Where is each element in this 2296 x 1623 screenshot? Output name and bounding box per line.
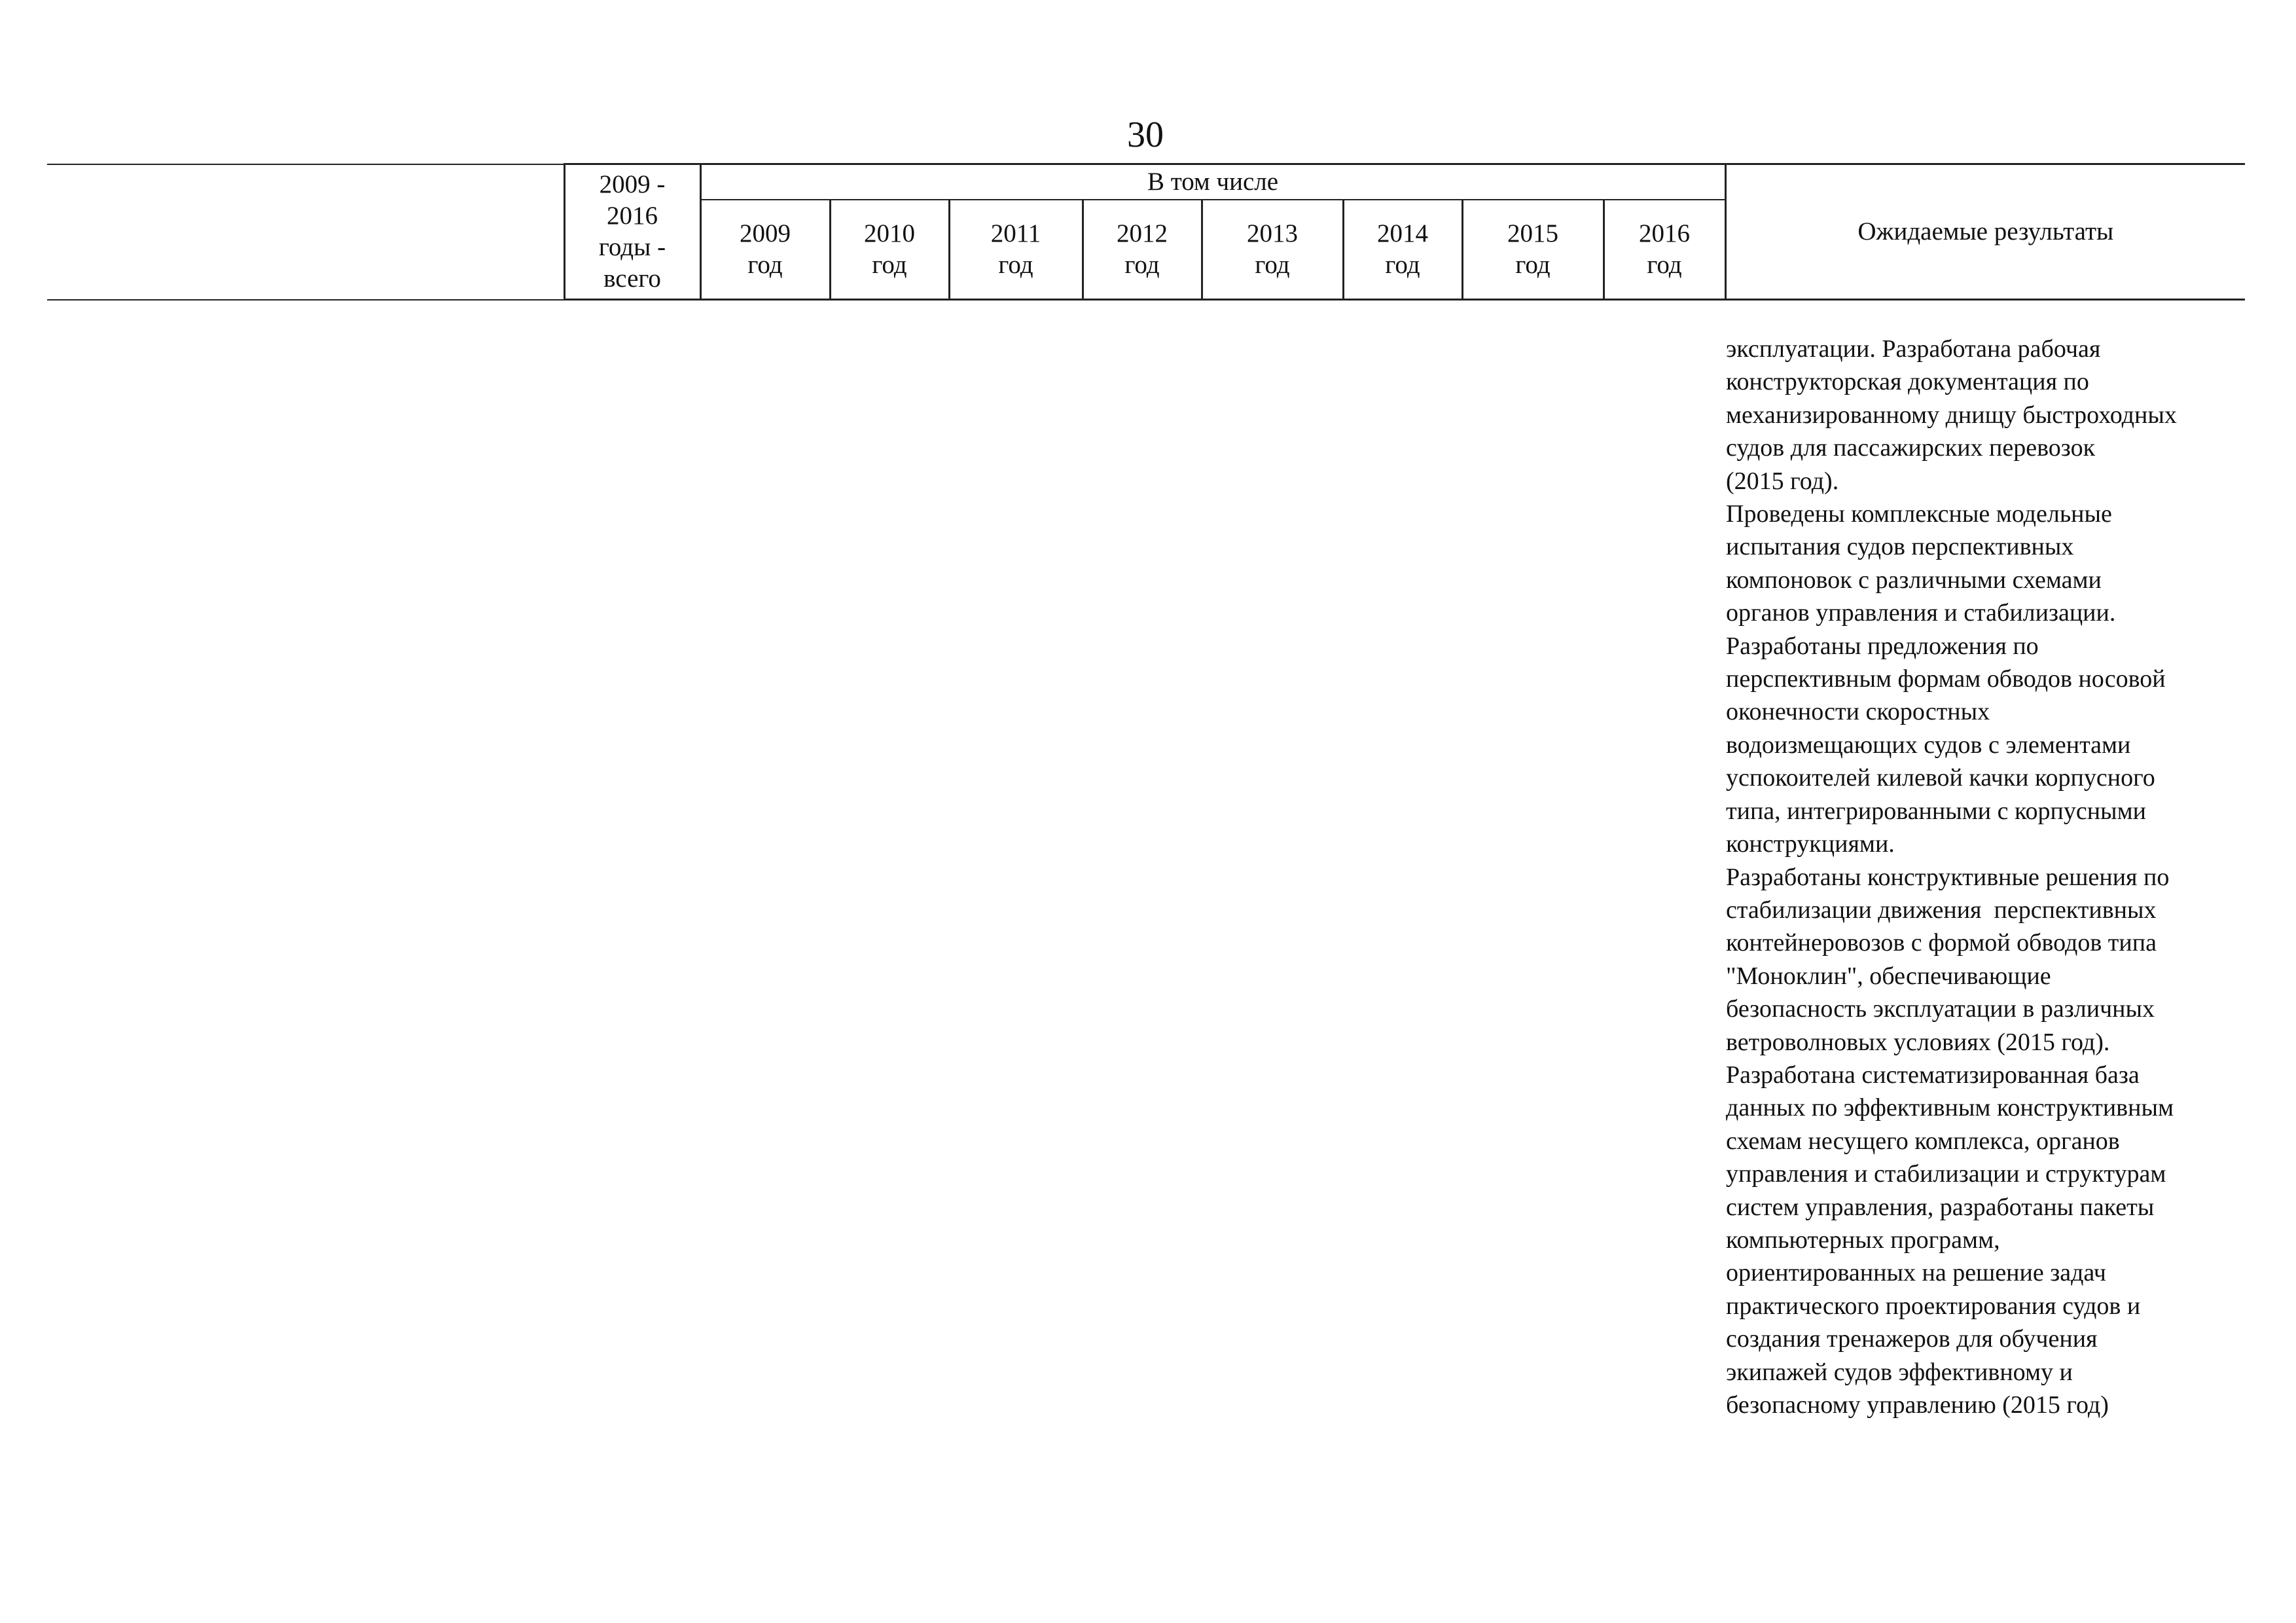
results-line: безопасному управлению (2015 год) xyxy=(1726,1391,2109,1419)
results-line: безопасность эксплуатации в различных xyxy=(1726,995,2155,1023)
total-line: всего xyxy=(603,264,661,293)
expected-results-header: Ожидаемые результаты xyxy=(1725,164,2245,300)
results-line: перспективным формам обводов носовой xyxy=(1726,665,2166,693)
year-header-cell xyxy=(1343,200,1462,300)
results-line: практического проектирования судов и xyxy=(1726,1292,2141,1320)
including-header: В том числе xyxy=(700,164,1725,200)
year-header-cell xyxy=(830,200,949,300)
total-line: 2016 xyxy=(607,202,658,230)
results-line: данных по эффективным конструктивным xyxy=(1726,1094,2174,1122)
results-line: Разработаны предложения по xyxy=(1726,632,2039,660)
results-line: испытания судов перспективных xyxy=(1726,533,2074,561)
year-unit: год xyxy=(872,251,907,279)
results-line: "Моноклин", обеспечивающие xyxy=(1726,962,2051,990)
year-label: 2014 xyxy=(1377,219,1428,247)
year-unit: год xyxy=(998,251,1033,279)
results-line: ориентированных на решение задач xyxy=(1726,1259,2106,1287)
year-label: 2015 xyxy=(1507,219,1558,247)
results-line: конструкторская документация по xyxy=(1726,368,2089,396)
results-line: конструкциями. xyxy=(1726,830,1895,858)
results-line: ветроволновых условиях (2015 год). xyxy=(1726,1028,2110,1056)
year-unit: год xyxy=(1647,251,1682,279)
year-label: 2011 xyxy=(990,219,1041,247)
total-line: годы - xyxy=(598,233,666,261)
year-unit: год xyxy=(1124,251,1160,279)
results-line: успокоителей килевой качки корпусного xyxy=(1726,764,2155,792)
year-header-cell xyxy=(1462,200,1604,300)
year-label: 2010 xyxy=(864,219,915,247)
results-line: экипажей судов эффективному и xyxy=(1726,1358,2073,1386)
results-line: (2015 год). xyxy=(1726,467,1839,495)
year-unit: год xyxy=(1515,251,1551,279)
year-header-cell xyxy=(1202,200,1343,300)
header-table xyxy=(47,163,2245,301)
expected-results-text xyxy=(1726,333,2250,1421)
results-line: управления и стабилизации и структурам xyxy=(1726,1160,2166,1188)
year-header-cell xyxy=(1083,200,1202,300)
results-line: контейнеровозов с формой обводов типа xyxy=(1726,929,2157,957)
results-line: стабилизации движения перспективных xyxy=(1726,896,2157,924)
results-line: судов для пассажирских перевозок xyxy=(1726,434,2096,462)
results-line: компьютерных программ, xyxy=(1726,1226,2000,1254)
results-line: эксплуатации. Разработана рабочая xyxy=(1726,335,2101,363)
results-line: типа, интегрированными с корпусными xyxy=(1726,797,2146,825)
results-line: органов управления и стабилизации. xyxy=(1726,599,2116,627)
year-label: 2012 xyxy=(1117,219,1168,247)
results-line: схемам несущего комплекса, органов xyxy=(1726,1127,2120,1155)
empty-header-cell xyxy=(47,164,564,300)
results-line: водоизмещающих судов с элементами xyxy=(1726,731,2131,759)
page-number: 30 xyxy=(1127,115,1164,155)
results-line: механизированному днищу быстроходных xyxy=(1726,401,2177,429)
results-line: компоновок с различными схемами xyxy=(1726,566,2102,594)
year-unit: год xyxy=(1385,251,1420,279)
results-line: Разработаны конструктивные решения по xyxy=(1726,863,2170,891)
results-line: оконечности скоростных xyxy=(1726,698,1990,726)
year-header-cell xyxy=(949,200,1083,300)
year-unit: год xyxy=(747,251,783,279)
results-line: создания тренажеров для обучения xyxy=(1726,1325,2098,1353)
total-header-cell xyxy=(564,164,700,300)
year-header-cell xyxy=(1604,200,1725,300)
results-line: Проведены комплексные модельные xyxy=(1726,500,2112,528)
year-label: 2013 xyxy=(1247,219,1298,247)
year-unit: год xyxy=(1255,251,1290,279)
year-header-cell xyxy=(700,200,830,300)
results-line: систем управления, разработаны пакеты xyxy=(1726,1193,2155,1221)
total-line: 2009 - xyxy=(599,170,666,198)
results-line: Разработана систематизированная база xyxy=(1726,1061,2140,1089)
year-label: 2016 xyxy=(1639,219,1691,247)
year-label: 2009 xyxy=(740,219,791,247)
